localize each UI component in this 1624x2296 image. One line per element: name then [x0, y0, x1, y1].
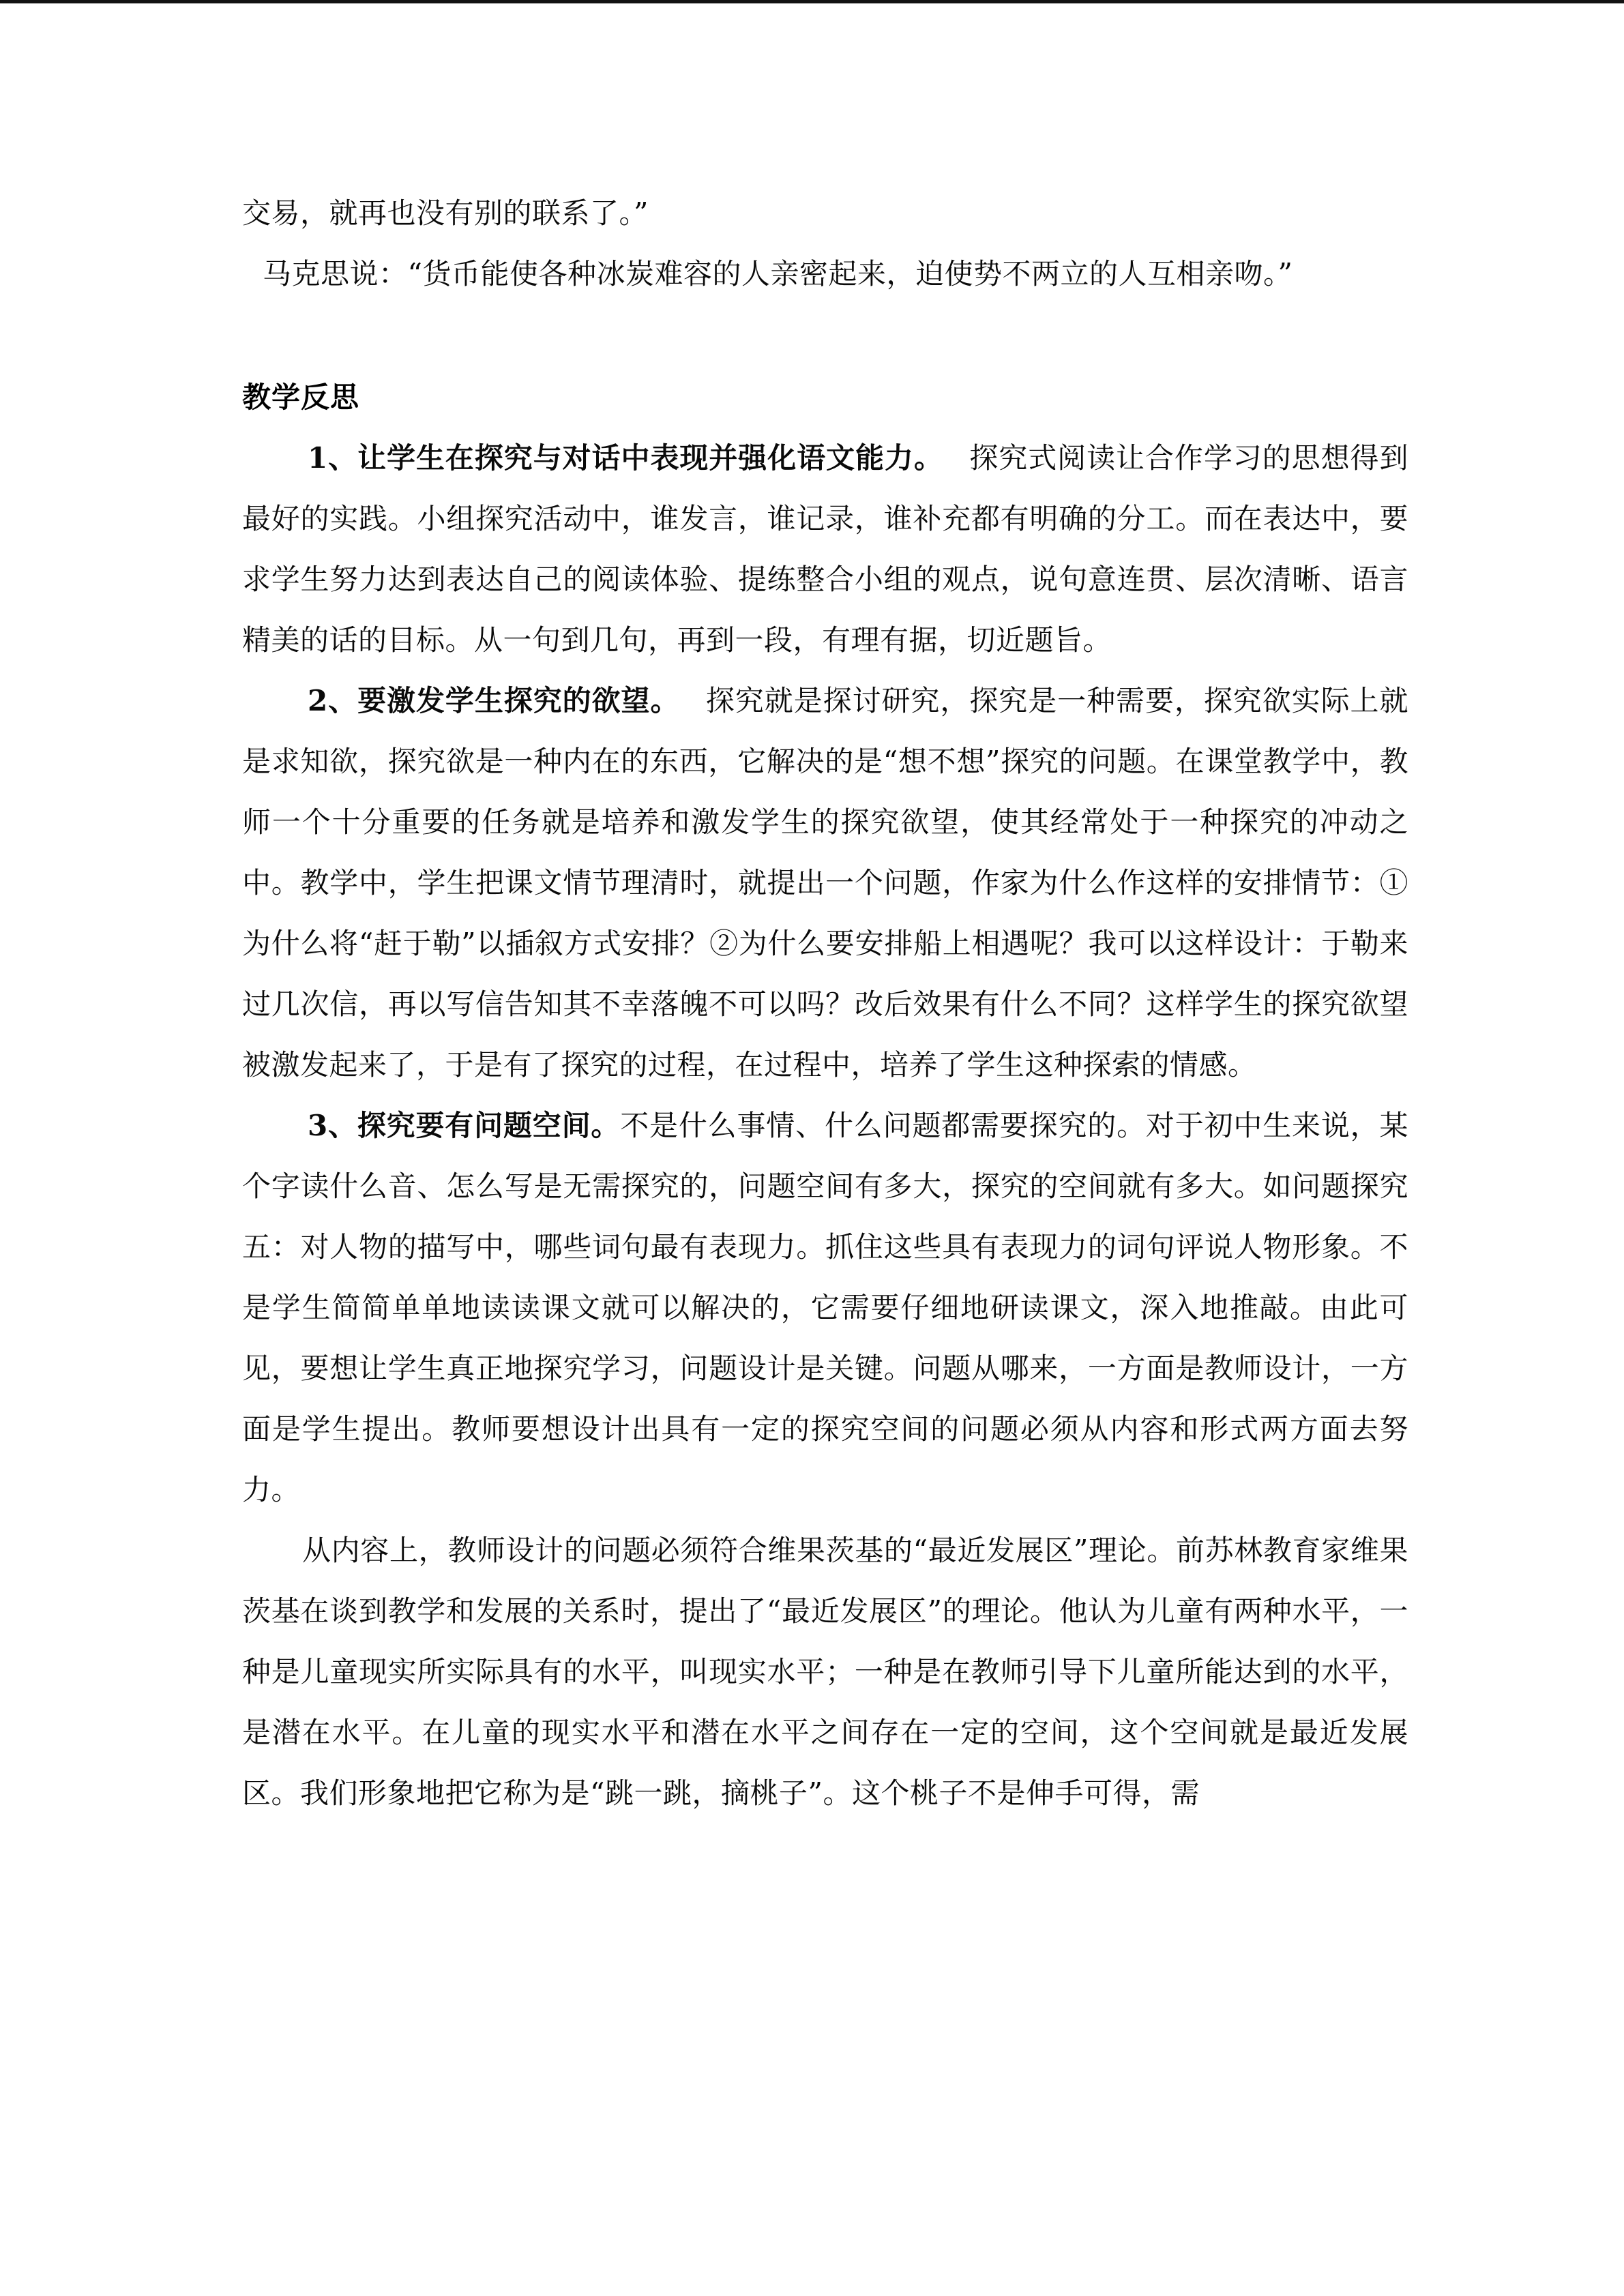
section-heading: 教学反思 [242, 381, 360, 414]
quote-line-1: 交易，就再也没有别的联系了。” [242, 196, 649, 230]
reflection-item-2-body: 探究就是探讨研究，探究是一种需要，探究欲实际上就是求知欲，探究欲是一种内在的东西，它解决的是“想不想”探究的问题。在课堂教学中，教师一个十分重要的任务就是培养和激发学生的探究欲望，使其经常处于一种探究的冲动之中。教学中，学生把课文情节理清时，就提出一个问题，作家为什么作这样的安排情节：①为什么将“赶于勒”以插叙方式安排？②为什么要安排船上相遇呢？我可以这样设计：于勒来过几次信，再以写信告知其不幸落魄不可以吗？改后效果有什么不同？这样学生的探究欲望被激发起来了，于是有了探究的过程，在过程中，培养了学生这种探索的情感。 [242, 684, 1408, 1082]
page-top-rule [0, 0, 1624, 3]
reflection-item-3-lead: 3、探究要有问题空间。 [308, 1109, 621, 1142]
spacer-after-quote [242, 304, 1408, 367]
reflection-item-2 [242, 670, 1408, 1095]
reflection-item-3-body: 不是什么事情、什么问题都需要探究的。对于初中生来说，某个字读什么音、怎么写是无需探究的，问题空间有多大，探究的空间就有多大。如问题探究五：对人物的描写中，哪些词句最有表现力。抓住这些具有表现力的词句评说人物形象。不是学生简简单单地读读课文就可以解决的，它需要仔细地研读课文，深入地推敲。由此可见，要想让学生真正地探究学习，问题设计是关键。问题从哪来，一方面是教师设计，一方面是学生提出。教师要想设计出具有一定的探究空间的问题必须从内容和形式两方面去努力。 [242, 1109, 1408, 1506]
reflection-item-1-lead: 1、让学生在探究与对话中表现并强化语文能力。 [308, 441, 943, 475]
reflection-item-3 [242, 1095, 1408, 1520]
quote-line-2: 马克思说：“货币能使各种冰炭难容的人亲密起来，迫使势不两立的人互相亲吻。” [263, 257, 1293, 290]
reflection-item-1 [242, 428, 1408, 670]
reflection-item-1-body: 探究式阅读让合作学习的思想得到最好的实践。小组探究活动中，谁发言，谁记录，谁补充都有明确的分工。而在表达中，要求学生努力达到表达自己的阅读体验、提练整合小组的观点，说句意连贯、层次清晰、语言精美的话的目标。从一句到几句，再到一段，有理有据，切近题旨。 [242, 441, 1408, 657]
page-content [242, 183, 1408, 1823]
closing-paragraph: 从内容上，教师设计的问题必须符合维果茨基的“最近发展区”理论。前苏林教育家维果茨基在谈到教学和发展的关系时，提出了“最近发展区”的理论。他认为儿童有两种水平，一种是儿童现实所实际具有的水平，叫现实水平；一种是在教师引导下儿童所能达到的水平，是潜在水平。在儿童的现实水平和潜在水平之间存在一定的空间，这个空间就是最近发展区。我们形象地把它称为是“跳一跳，摘桃子”。这个桃子不是伸手可得，需 [242, 1534, 1408, 1810]
reflection-item-2-lead: 2、要激发学生探究的欲望。 [308, 684, 680, 717]
